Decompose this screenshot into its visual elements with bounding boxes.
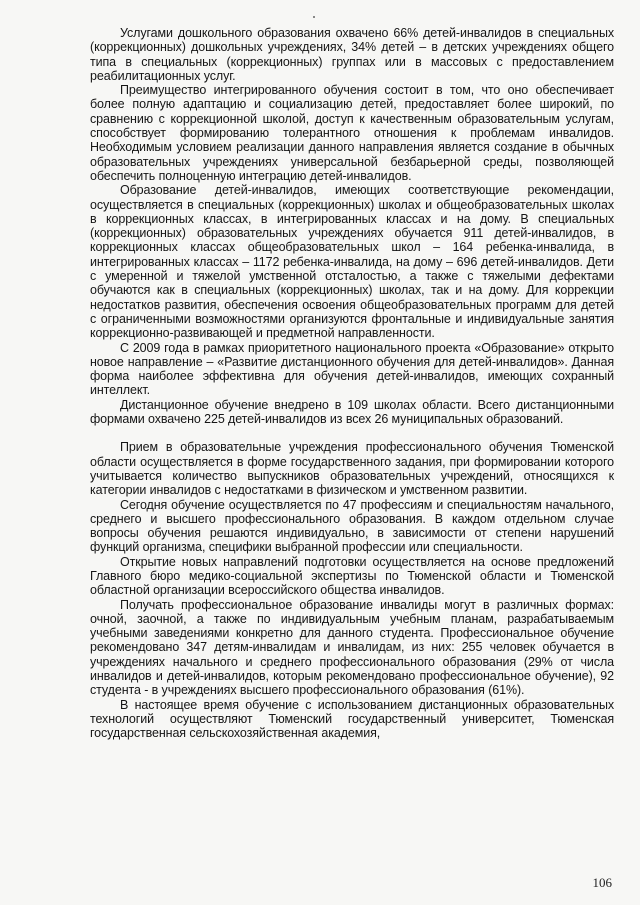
paragraph-professions: Сегодня обучение осуществляется по 47 профессиям и специальностям начального, среднего и высшего профессионального образования. В каждом отдельном случае вопросы обучения решаются индивидуально, в зависимости от степени нарушений функций организма, специфики выбранной профессии или специальности. — [90, 497, 614, 555]
paragraph-distance-coverage: Дистанционное обучение внедрено в 109 школах области. Всего дистанционными формами охвачено 225 детей-инвалидов из всех 26 муниципальных образований. — [90, 397, 614, 427]
paragraph-new-directions: Открытие новых направлений подготовки осуществляется на основе предложений Главного бюро медико-социальной экспертизы по Тюменской области и Тюменской областной организации всероссийского общества инвалидов. — [90, 554, 614, 598]
paragraph-integrated-learning: Преимущество интегрированного обучения состоит в том, что оно обеспечивает более полную адаптацию и социализацию детей, предоставляет более широкий, по сравнению с коррекционной школой, доступ к качественным образовательным услугам, способствует формированию толерантного отношения к проблемам инвалидов. Необходимым условием реализации данного направления является создание в обычных образовательных учреждениях универсальной безбарьерной среды, позволяющей обеспечить полноценную интеграцию детей-инвалидов. — [90, 83, 614, 183]
paragraph-admission: Прием в образовательные учреждения профессионального обучения Тюменской области осуществляется в форме государственного задания, при формировании которого учитывается количество выпускников образовательных учреждений, относящихся к категории инвалидов с недостатками в физическом и умственном развитии. — [90, 440, 614, 498]
paragraph-spacer — [90, 426, 614, 440]
scan-mark — [313, 16, 315, 18]
paragraph-education-forms: Образование детей-инвалидов, имеющих соответствующие рекомендации, осуществляется в специальных (коррекционных) школах и общеобразовательных школах в коррекционных классах, в интегрированных классах и на дому. В специальных (коррекционных) образовательных учреждениях обучается 911 детей-инвалидов, в коррекционных классах общеобразовательных школ – 164 ребенка-инвалида, в интегрированных классах – 1172 ребенка-инвалида, на дому – 696 детей-инвалидов. Дети с умеренной и тяжелой умственной отсталостью, а также с тяжелыми дефектами обучаются как в специальных (коррекционных) школах, так и на дому. Для коррекции недостатков развития, обеспечения освоения общеобразовательных программ для детей с ограниченными возможностями организуются фронтальные и индивидуальные занятия коррекционно-развивающей и предметной направленности. — [90, 183, 614, 341]
paragraph-education-forms-professional: Получать профессиональное образование инвалиды могут в различных формах: очной, заочной, а также по индивидуальным учебным планам, разрабатываемым учебными заведениями конкретно для данного студента. Профессиональное обучение рекомендовано 347 детям-инвалидам и инвалидам, из них: 255 человек обучается в учреждениях начального и среднего профессионального образования (29% от числа инвалидов и детей-инвалидов, которым рекомендовано профессиональное обучение), 92 студента - в учреждениях высшего профессионального образования (61%). — [90, 597, 614, 698]
paragraph-distance-project: С 2009 года в рамках приоритетного национального проекта «Образование» открыто новое направление – «Развитие дистанционного обучения для детей-инвалидов». Данная форма наиболее эффективна для обучения детей-инвалидов, имеющих сохранный интеллект. — [90, 340, 614, 398]
page-number: 106 — [592, 875, 612, 890]
paragraph-distance-universities: В настоящее время обучение с использованием дистанционных образовательных технологий осуществляют Тюменский государственный университет, Тюменская государственная сельскохозяйственная академия, — [90, 697, 614, 741]
paragraph-preschool-coverage: Услугами дошкольного образования охвачено 66% детей-инвалидов в специальных (коррекционных) дошкольных учреждениях, 34% детей – в детских учреждениях общего типа в специальных (коррекционных) группах или в массовых с предоставлением реабилитационных услуг. — [90, 26, 614, 83]
